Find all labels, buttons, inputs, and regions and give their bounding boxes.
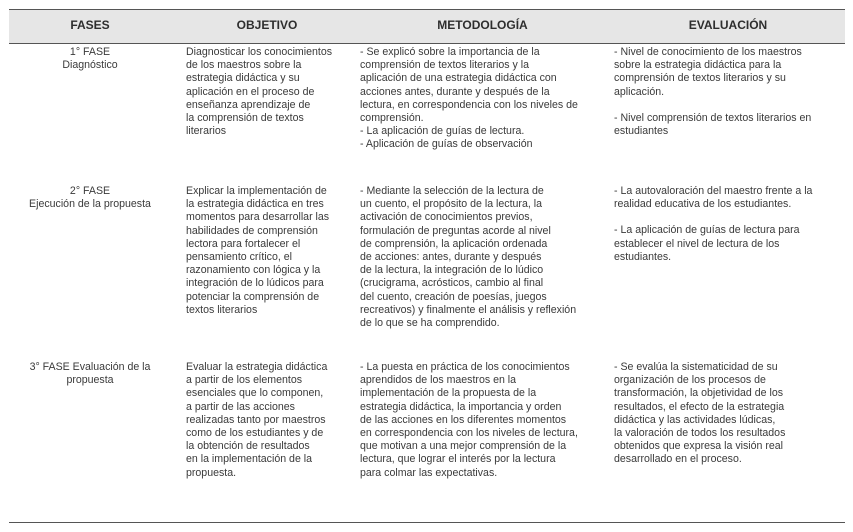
cell-line: a partir de los elementos <box>186 374 303 387</box>
row1-objetivo <box>186 46 348 138</box>
cell-line: un cuento, el propósito de la lectura, la <box>360 198 542 211</box>
row1-evaluacion <box>614 46 842 138</box>
cell-line: propuesta. <box>186 466 237 479</box>
cell-line: - Nivel comprensión de textos literarios en <box>614 111 812 124</box>
cell-line: de acciones: antes, durante y después <box>360 251 542 264</box>
cell-line: establecer el nivel de lectura de los <box>614 237 780 250</box>
cell-line: - Aplicación de guías de observación <box>360 138 533 151</box>
table-bottom-rule <box>9 522 845 523</box>
cell-line: de lo que se ha comprendido. <box>360 317 500 330</box>
row3-evaluacion <box>614 361 842 467</box>
cell-line: - La aplicación de guías de lectura. <box>360 125 525 138</box>
cell-line: activación de conocimientos previos, <box>360 211 533 224</box>
cell-line: implementación de la propuesta de la <box>360 387 537 400</box>
cell-line: la comprensión de textos <box>186 112 304 125</box>
cell-line: - La puesta en práctica de los conocimientos <box>360 361 570 373</box>
cell-line: sobre la estrategia didáctica para la <box>614 59 782 72</box>
cell-line: a partir de las acciones <box>186 400 295 413</box>
cell-line: lectura, en correspondencia con los niveles de <box>360 98 578 111</box>
cell-line: integración de lo lúdicos para <box>186 277 324 290</box>
cell-line: comprensión de textos literarios y su <box>614 72 786 85</box>
cell-line: propuesta <box>66 374 114 387</box>
cell-line: Explicar la implementación de <box>186 185 327 197</box>
cell-line: resultados, el efecto de la estrategia <box>614 400 785 413</box>
row3-fase <box>9 361 171 387</box>
cell-line: 2° FASE <box>69 185 111 197</box>
cell-line: Evaluar la estrategia didáctica <box>186 361 328 373</box>
cell-line: 3° FASE Evaluación de la <box>29 361 151 373</box>
cell-line: transformación, la objetividad de los <box>614 387 784 400</box>
cell-line: formulación de preguntas acorde al nivel <box>360 224 551 237</box>
cell-line: Ejecución de la propuesta <box>29 198 151 211</box>
header-evaluacion: EVALUACIÓN <box>688 18 768 32</box>
cell-line: desarrollado en el proceso. <box>614 453 742 466</box>
cell-line: realizadas tanto por maestros <box>186 413 326 426</box>
cell-line: en correspondencia con los niveles de lectura, <box>360 427 578 440</box>
cell-line: aplicación. <box>614 85 665 98</box>
row3-metodologia <box>360 361 605 480</box>
cell-line: realidad educativa de los estudiantes. <box>614 198 792 211</box>
cell-line: aprendidos de los maestros en la <box>360 374 517 387</box>
cell-line: momentos para desarrollar las <box>186 211 330 224</box>
cell-line: la obtención de resultados <box>186 440 310 453</box>
cell-line: razonamiento con lógica y la <box>186 264 321 277</box>
cell-line: Diagnosticar los conocimientos <box>186 46 333 58</box>
cell-line: estrategia didáctica, la importancia y orden <box>360 400 562 413</box>
cell-line: de la lectura, la integración de lo lúdico <box>360 264 544 277</box>
cell-line: la estrategia didáctica en tres <box>186 198 324 211</box>
cell-line: habilidades de comprensión <box>186 224 318 237</box>
cell-line: didáctica y las actividades lúdicas, <box>614 413 776 426</box>
cell-line: estrategia didáctica y su <box>186 72 300 85</box>
row3-objetivo <box>186 361 348 480</box>
cell-line: 1° FASE <box>69 46 111 58</box>
cell-line: de comprensión, la aplicación ordenada <box>360 237 548 250</box>
header-objetivo: OBJETIVO <box>236 18 298 32</box>
cell-line: obtenidos que expresa la visión real <box>614 440 784 453</box>
row2-fase <box>9 185 171 211</box>
cell-line: potenciar la comprensión de <box>186 290 320 303</box>
cell-line: lectora para fortalecer el <box>186 237 301 250</box>
cell-line: en la implementación de la <box>186 453 313 466</box>
cell-line: acciones antes, durante y después de la <box>360 85 550 98</box>
cell-line: la valoración de todos los resultados <box>614 427 786 440</box>
cell-line: comprensión. <box>360 112 424 125</box>
cell-line: de las acciones en los diferentes momentos <box>360 413 567 426</box>
cell-line: - Nivel de conocimiento de los maestros <box>614 46 802 58</box>
cell-line: Diagnóstico <box>62 59 118 72</box>
cell-line: lectura, que lograr el interés por la lectura <box>360 453 556 466</box>
cell-line: textos literarios <box>186 303 258 316</box>
cell-line: - La autovaloración del maestro frente a la <box>614 185 813 197</box>
row1-metodologia <box>360 46 605 152</box>
cell-line <box>614 211 842 224</box>
cell-line: literarios <box>186 125 227 138</box>
cell-line: del cuento, creación de poesías, juegos <box>360 290 547 303</box>
cell-line: aplicación de una estrategia didáctica con <box>360 72 557 85</box>
cell-line: enseñanza aprendizaje de <box>186 98 311 111</box>
cell-line: comprensión de textos literarios y la <box>360 59 529 72</box>
header-fases: FASES <box>70 18 110 32</box>
cell-line: estudiantes <box>614 125 669 138</box>
cell-line: pensamiento crítico, el <box>186 251 292 264</box>
cell-line: - Mediante la selección de la lectura de <box>360 185 544 197</box>
cell-line: - Se evalúa la sistematicidad de su <box>614 361 778 373</box>
cell-line: recreativos) y finalmente el análisis y reflexión <box>360 303 577 316</box>
table-header <box>9 9 845 44</box>
cell-line: aplicación en el proceso de <box>186 85 315 98</box>
cell-line: organización de los procesos de <box>614 374 766 387</box>
cell-line: - Se explicó sobre la importancia de la <box>360 46 540 58</box>
cell-line: de los maestros sobre la <box>186 59 302 72</box>
row2-metodologia <box>360 185 605 330</box>
cell-line <box>614 99 842 112</box>
cell-line: que motivan a una mejor comprensión de la <box>360 440 567 453</box>
cell-line: (crucigrama, acrósticos, cambio al final <box>360 277 544 290</box>
cell-line: esenciales que lo componen, <box>186 387 324 400</box>
row1-fase <box>9 46 171 72</box>
row2-evaluacion <box>614 185 842 264</box>
header-metodologia: METODOLOGÍA <box>437 18 528 32</box>
cell-line: para colmar las expectativas. <box>360 466 498 479</box>
row2-objetivo <box>186 185 348 317</box>
cell-line: - La aplicación de guías de lectura para <box>614 224 800 237</box>
cell-line: estudiantes. <box>614 250 672 263</box>
cell-line: como de los estudiantes y de <box>186 427 324 440</box>
